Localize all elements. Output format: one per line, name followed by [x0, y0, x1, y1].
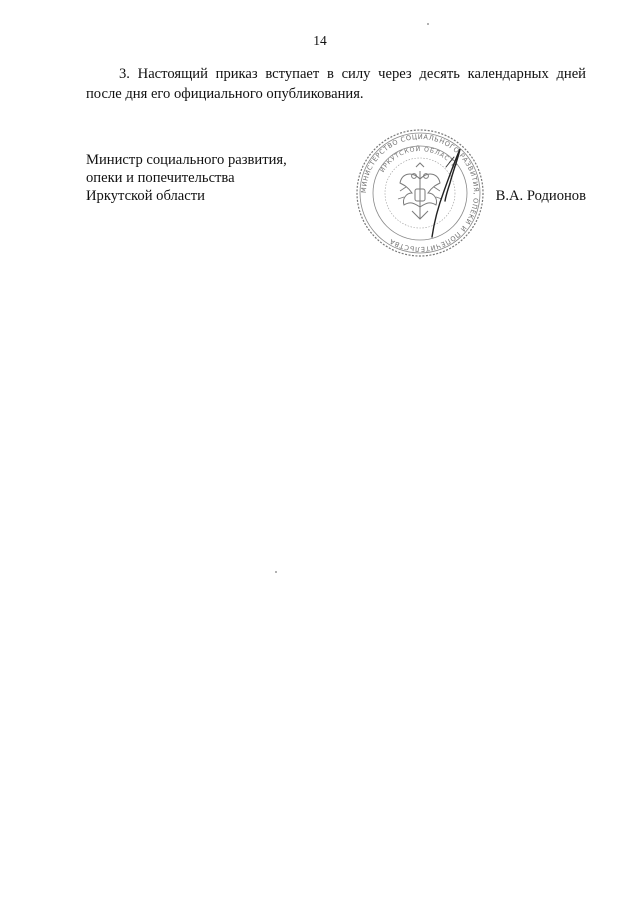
page-number: 14 — [313, 33, 327, 48]
signature-block — [86, 132, 586, 254]
coat-of-arms-icon — [398, 163, 442, 219]
order-clause-3: 3. Настоящий приказ вступает в силу через десять календарных дней после дня его официального опубликования. — [86, 66, 586, 102]
signer-position — [86, 151, 287, 205]
seal-inner-text: ИРКУТСКОЙ ОБЛАСТИ — [378, 145, 459, 174]
seal-outer-text: МИНИСТЕРСТВО СОЦИАЛЬНОГО РАЗВИТИЯ, ОПЕКИ И ПОПЕЧИТЕЛЬСТВА — [359, 132, 481, 254]
official-seal — [354, 127, 486, 259]
signer-position-line-2: опеки и попечительства — [86, 170, 235, 186]
scan-speck — [275, 571, 277, 573]
signer-position-line-1: Министр социального развития, — [86, 152, 287, 168]
signer-position-line-3: Иркутской области — [86, 188, 205, 204]
scan-speck — [427, 23, 429, 25]
signer-name: В.А. Родионов — [495, 188, 586, 204]
